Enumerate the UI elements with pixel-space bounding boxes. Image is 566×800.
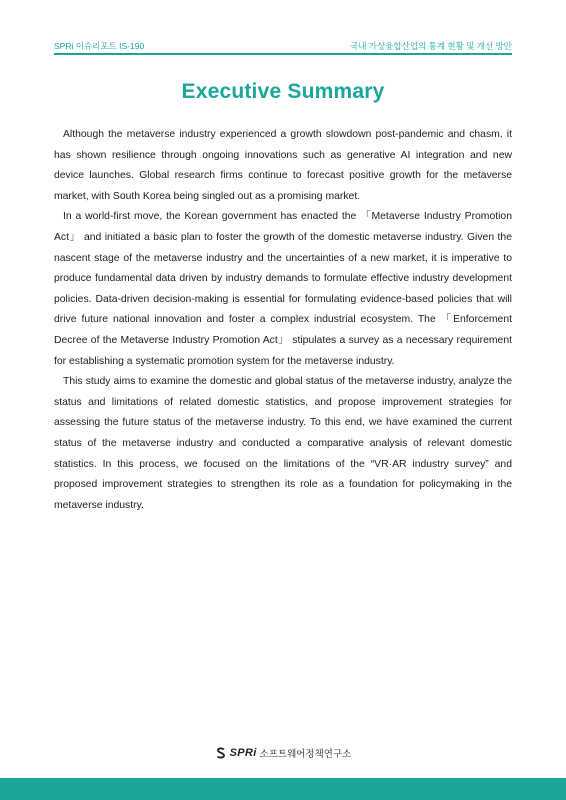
running-header — [54, 40, 512, 54]
logo-wordmark: SPRi — [229, 747, 257, 759]
report-title: 국내 가상융합산업의 통계 현황 및 개선 방안 — [350, 41, 512, 51]
report-id: SPRi 이슈리포트 IS-190 — [54, 41, 145, 51]
header-divider — [54, 53, 512, 55]
spri-logo-icon — [215, 747, 227, 759]
paragraph-2: In a world-first move, the Korean government has enacted the 「Metaverse Industry Promotion Act」 and initiated a basic plan to foster the growth of the domestic metaverse industry. Given the nascent stage of the metaverse industry and the uncertainties of a new market, it is imperative to produce fundamental data driven by industry demands to formulate effective industry development policies. Data-driven decision-making is essential for formulating evidence-based policies that will drive future national innovation and foster a complex industrial ecosystem. The 「Enforcement Decree of the Metaverse Industry Promotion Act」 stipulates a survey as a necessary requirement for establishing a systematic promotion system for the metaverse industry. — [54, 211, 512, 367]
footer-bar — [0, 778, 566, 800]
paragraph-1: Although the metaverse industry experienced a growth slowdown post-pandemic and chasm, it has shown resilience through ongoing innovations such as generative AI integration and new device launches. Global research firms continue to forecast positive growth for the metaverse market, with South Korea being singled out as a promising market. — [54, 129, 512, 202]
page-title: Executive Summary — [181, 80, 385, 103]
summary-body — [54, 125, 512, 516]
paragraph-3: This study aims to examine the domestic and global status of the metaverse industry, analyze the status and limitations of related domestic statistics, and propose improvement strategies for assessing the future status of the metaverse industry. To this end, we have examined the current status of the metaverse industry and conducted a comparative analysis of relevant domestic statistics. In this process, we focused on the limitations of the “VR·AR industry survey” and proposed improvement strategies to strengthen its role as a foundation for policymaking in the metaverse industry. — [54, 376, 512, 511]
organization-name: 소프트웨어정책연구소 — [259, 749, 352, 760]
footer-logo — [0, 746, 566, 760]
